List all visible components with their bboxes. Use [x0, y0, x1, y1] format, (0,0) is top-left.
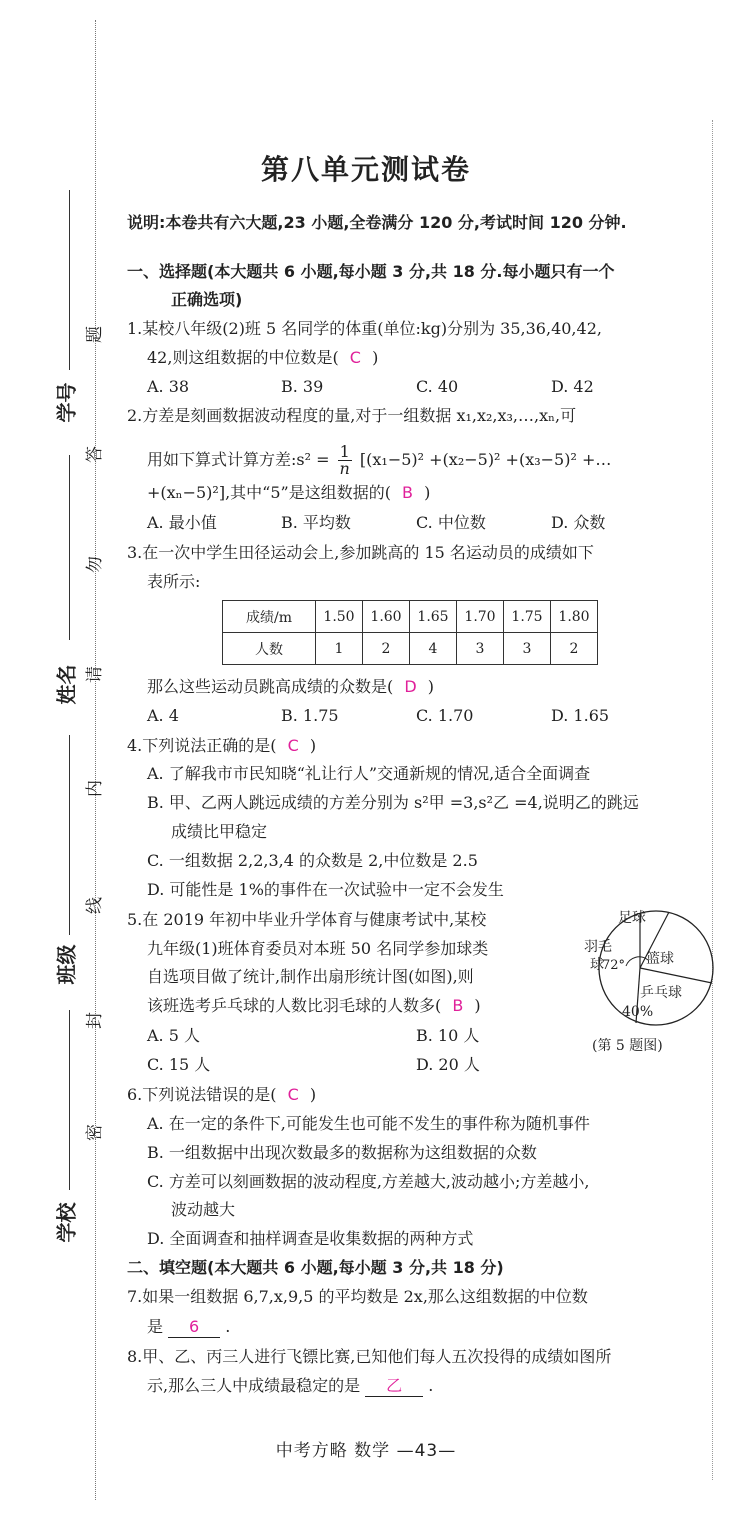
- q2-option-b: B. 平均数: [281, 513, 351, 532]
- right-dotted-line: [712, 120, 713, 1480]
- q6-option-d: D. 全面调查和抽样调查是收集数据的两种方式: [147, 1229, 474, 1248]
- q1-answer: C: [349, 348, 361, 367]
- q1-option-a: A. 38: [147, 377, 190, 396]
- q3-option-c: C. 1.70: [416, 706, 474, 725]
- q2-fraction: [338, 444, 352, 477]
- pie-divider-4: [640, 968, 712, 983]
- school-line: [69, 1010, 70, 1190]
- q7-line2-post: .: [225, 1317, 231, 1336]
- seal-char-4: 请: [85, 666, 105, 683]
- q2-line2-pre: 用如下算式计算方差:s² =: [147, 450, 330, 469]
- binding-dotted-line: [95, 20, 96, 1500]
- q3-option-a: A. 4: [147, 706, 179, 725]
- q5-option-c: C. 15 人: [147, 1055, 211, 1074]
- q7-line1: 7.如果一组数据 6,7,x,9,5 的平均数是 2x,那么这组数据的中位数: [127, 1287, 588, 1306]
- q3-option-d: D. 1.65: [551, 706, 610, 725]
- table-cell: 4: [410, 633, 457, 665]
- q4-line1-text: 4.下列说法正确的是(: [127, 736, 277, 755]
- pie-label-angle: 72°: [602, 958, 626, 973]
- q3-answer: D: [404, 677, 417, 696]
- q5-line3: 自选项目做了统计,制作出扇形统计图(如图),则: [147, 967, 474, 986]
- table-cell: 1: [316, 633, 363, 665]
- q2-option-a: A. 最小值: [147, 513, 217, 532]
- q6-option-a: A. 在一定的条件下,可能发生也可能不发生的事件称为随机事件: [147, 1114, 590, 1133]
- table-cell: 3: [457, 633, 504, 665]
- pie-angle-arc: [626, 957, 648, 966]
- q3-line3-text: 那么这些运动员跳高成绩的众数是(: [147, 677, 394, 696]
- q1-line2: [147, 348, 378, 368]
- table-cell: 成绩/m: [223, 601, 316, 633]
- q2-answer: B: [402, 483, 414, 502]
- q5-line2: 九年级(1)班体育委员对本班 50 名同学参加球类: [147, 939, 489, 958]
- pie-label-percent: 40%: [622, 1004, 654, 1020]
- section1-heading-cont: 正确选项): [171, 290, 243, 309]
- q2-line2-post: [(x₁−5)² +(x₂−5)² +(x₃−5)² +…: [359, 450, 612, 469]
- q3-line3: [147, 677, 434, 697]
- seal-char-7: 封: [85, 1012, 105, 1029]
- q5-close: ): [474, 996, 481, 1015]
- table-cell: 3: [504, 633, 551, 665]
- q5-option-d: D. 20 人: [416, 1055, 480, 1074]
- q3-score-table: [222, 600, 598, 665]
- seal-char-3: 勿: [85, 556, 105, 573]
- q5-pie-chart: [584, 908, 704, 1032]
- table-cell: 1.50: [316, 601, 363, 633]
- pie-label-basketball: 篮球: [646, 951, 674, 967]
- q2-close: ): [424, 483, 431, 502]
- label-school: 学校: [54, 1202, 79, 1243]
- q3-close: ): [427, 677, 435, 696]
- q8-line2-post: .: [428, 1376, 434, 1395]
- table-cell: 人数: [223, 633, 316, 665]
- table-row: [223, 633, 598, 665]
- label-class: 班级: [54, 944, 79, 985]
- label-name: 姓名: [54, 664, 79, 705]
- q1-option-c: C. 40: [416, 377, 459, 396]
- q7-line2: [147, 1317, 230, 1338]
- q6-line1-text: 6.下列说法错误的是(: [127, 1085, 277, 1104]
- section1-heading: 一、选择题(本大题共 6 小题,每小题 3 分,共 18 分.每小题只有一个: [127, 262, 615, 281]
- q5-line4-text: 该班选考乒乓球的人数比羽毛球的人数多(: [147, 996, 442, 1015]
- q6-answer: C: [287, 1085, 299, 1104]
- section2-heading: 二、填空题(本大题共 6 小题,每小题 3 分,共 18 分): [127, 1258, 504, 1277]
- q3-line2: 表所示:: [147, 572, 201, 591]
- seal-char-2: 答: [85, 446, 105, 463]
- q5-line4: [147, 996, 481, 1016]
- label-student-number: 学号: [54, 382, 79, 423]
- table-cell: 1.70: [457, 601, 504, 633]
- q6-option-b: B. 一组数据中出现次数最多的数据称为这组数据的众数: [147, 1143, 537, 1162]
- q5-option-a: A. 5 人: [147, 1026, 200, 1045]
- page-title: 第八单元测试卷: [260, 153, 471, 186]
- pie-label-badminton-2: 球: [590, 957, 604, 973]
- q5-figure-caption: (第 5 题图): [592, 1038, 663, 1054]
- q2-option-c: C. 中位数: [416, 513, 486, 532]
- q8-line2: [147, 1376, 433, 1397]
- pie-label-badminton: 羽毛: [584, 939, 612, 955]
- q1-line1: 1.某校八年级(2)班 5 名同学的体重(单位:kg)分别为 35,36,40,42,: [127, 319, 602, 338]
- q6-option-c: C. 方差可以刻画数据的波动程度,方差越大,波动越小;方差越小,: [147, 1172, 590, 1191]
- q3-option-b: B. 1.75: [281, 706, 339, 725]
- q1-option-d: D. 42: [551, 377, 594, 396]
- seal-char-8: 密: [85, 1124, 105, 1141]
- q1-close: ): [372, 348, 379, 367]
- q5-option-b: B. 10 人: [416, 1026, 480, 1045]
- table-cell: 1.75: [504, 601, 551, 633]
- q8-line1: 8.甲、乙、丙三人进行飞镖比赛,已知他们每人五次投得的成绩如图所: [127, 1347, 612, 1366]
- q2-option-d: D. 众数: [551, 513, 606, 532]
- pie-label-pingpong: 乒乓球: [640, 985, 682, 1001]
- q1-option-b: B. 39: [281, 377, 324, 396]
- q2-fraction-num: 1: [339, 442, 350, 461]
- name-line: [69, 455, 70, 640]
- q2-line1: 2.方差是刻画数据波动程度的量,对于一组数据 x₁,x₂,x₃,…,xₙ,可: [127, 406, 577, 425]
- q6-close: ): [309, 1085, 317, 1104]
- instructions: [127, 213, 627, 233]
- seal-char-6: 线: [85, 897, 105, 914]
- table-cell: 2: [551, 633, 598, 665]
- q6-option-c-cont: 波动越大: [171, 1200, 236, 1219]
- q5-line1: 5.在 2019 年初中毕业升学体育与健康考试中,某校: [127, 910, 487, 929]
- q2-line3-text: +(xₙ−5)²],其中“5”是这组数据的(: [147, 483, 391, 502]
- q1-line2-text: 42,则这组数据的中位数是(: [147, 348, 339, 367]
- q4-answer: C: [287, 736, 299, 755]
- q7-answer-blank: 6: [168, 1317, 220, 1338]
- q8-line2-pre: 示,那么三人中成绩最稳定的是: [147, 1376, 361, 1395]
- q8-answer-blank: 乙: [365, 1376, 423, 1397]
- table-row: [223, 601, 598, 633]
- table-cell: 1.60: [363, 601, 410, 633]
- q4-option-c: C. 一组数据 2,2,3,4 的众数是 2,中位数是 2.5: [147, 851, 478, 870]
- q7-line2-pre: 是: [147, 1317, 164, 1336]
- page-footer: 中考方略 数学 —43—: [275, 1441, 457, 1461]
- q4-option-b-cont: 成绩比甲稳定: [171, 822, 268, 841]
- q2-line2: [147, 444, 611, 477]
- q4-close: ): [309, 736, 317, 755]
- q2-line3: [147, 483, 430, 503]
- q4-option-b: B. 甲、乙两人跳远成绩的方差分别为 s²甲 =3,s²乙 =4,说明乙的跳远: [147, 793, 639, 812]
- school-number-line: [69, 190, 70, 370]
- q4-option-d: D. 可能性是 1%的事件在一次试验中一定不会发生: [147, 880, 504, 899]
- q5-answer: B: [452, 996, 464, 1015]
- seal-char-5: 内: [85, 780, 105, 797]
- seal-char-1: 题: [85, 326, 105, 343]
- instructions-text: 说明:本卷共有六大题,23 小题,全卷满分 120 分,考试时间 120 分钟.: [127, 213, 627, 232]
- q6-line1: [127, 1085, 316, 1105]
- table-cell: 1.80: [551, 601, 598, 633]
- pie-label-football: 足球: [618, 910, 646, 926]
- table-cell: 2: [363, 633, 410, 665]
- q3-line1: 3.在一次中学生田径运动会上,参加跳高的 15 名运动员的成绩如下: [127, 543, 594, 562]
- table-cell: 1.65: [410, 601, 457, 633]
- q2-fraction-den: n: [339, 459, 350, 478]
- q4-option-a: A. 了解我市市民知晓“礼让行人”交通新规的情况,适合全面调查: [147, 764, 591, 783]
- class-line: [69, 735, 70, 935]
- q4-line1: [127, 736, 316, 756]
